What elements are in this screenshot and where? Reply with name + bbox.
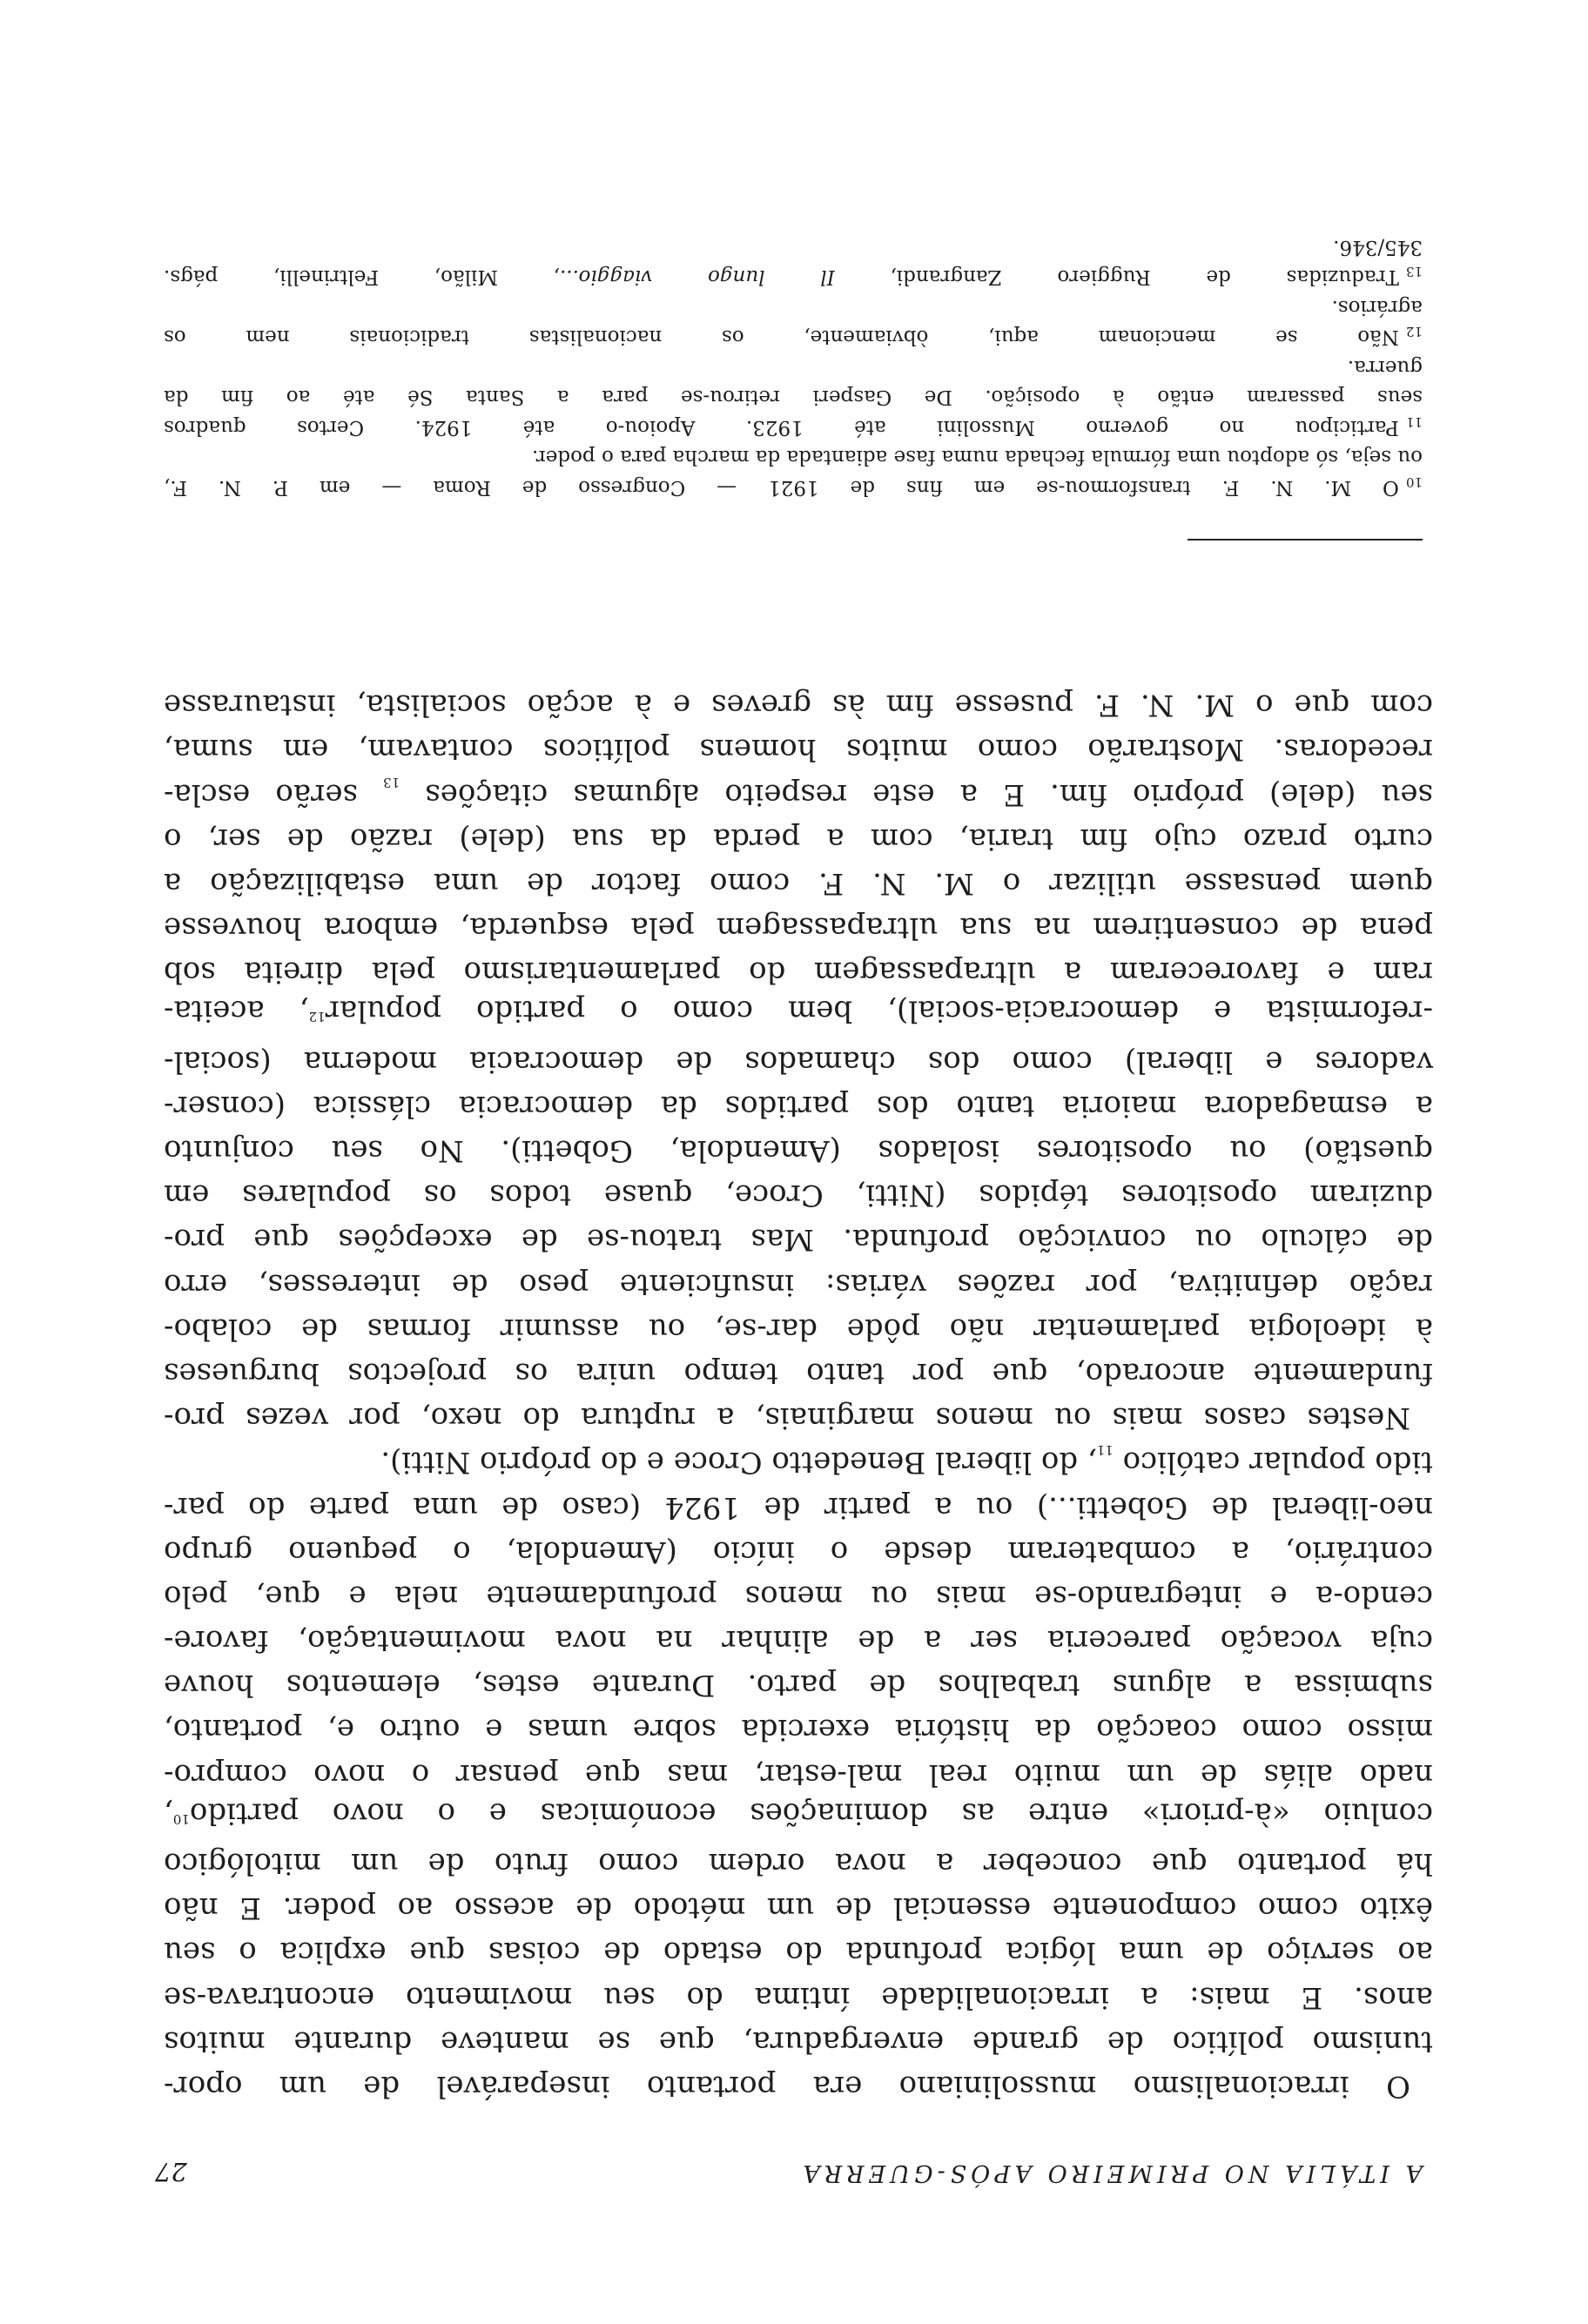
body-line: êxito como componente essencial de um método de acesso ao poder. E não xyxy=(164,1891,1433,1926)
body-line: de cálculo ou convicção profunda. Mas tratou-se de excepções que pro- xyxy=(164,1222,1433,1258)
footnote-ref: 10 xyxy=(172,1810,190,1827)
footnote-line: seus passaram então à oposição. De Gasperi retirou-se para a Santa Sé até ao fim da xyxy=(164,386,1423,409)
footnotes xyxy=(164,232,1423,503)
body-line: nado aliás de um muito real mal-estar, mas que pensar o novo compro- xyxy=(164,1756,1433,1792)
body-line: duziram opositores tépidos (Nitti, Croce, quase todos os populares em xyxy=(164,1178,1433,1213)
body-line: submissa a alguns trabalhos de parto. Durante estes, elementos houve xyxy=(164,1668,1433,1703)
body-line: curto prazo cujo fim traria, com a perda da sua (dele) razão de ser, o xyxy=(164,821,1433,856)
footnote-line: 345/346. xyxy=(1333,236,1423,259)
footnote-number: 13 xyxy=(1405,264,1423,280)
body-line-text: conluio «à-priori» entre as dominações económicas e o novo partido xyxy=(189,1796,1433,1831)
running-title: A ITÁLIA NO PRIMEIRO APÓS-GUERRA xyxy=(798,2159,1423,2186)
body-line: contrário, a combateram desde o início (Amendola, o pequeno grupo xyxy=(164,1534,1433,1569)
footnote-line: 13Traduzidas de Ruggiero Zangrandi, Il lungo viaggio..., Milão, Feltrinelli, págs. xyxy=(163,264,1423,289)
body-line: há portanto que conceber a nova ordem como fruto de um mitológico xyxy=(164,1846,1433,1882)
body-line: seu (dele) próprio fim. E a este respeito algumas citações $_{13}$ serão escla- xyxy=(164,774,1433,812)
page-number: 27 xyxy=(155,2157,187,2186)
footnote-number: 10 xyxy=(1405,474,1423,490)
body-line: cuja vocação pareceria ser a de alinhar na nova movimentação, favore- xyxy=(164,1623,1433,1659)
footnote-separator xyxy=(1188,539,1423,541)
body-line: quem pensasse utilizar o M. N. F. como factor de uma estabilização a xyxy=(164,865,1433,901)
body-line: O irracionalismo mussoliniano era portanto inseparável de um opor- xyxy=(164,2069,1410,2104)
footnote-line: agrários. xyxy=(1331,296,1423,319)
body-line: com que o M. N. F. pusesse fim às greves e à acção socialista, instaurasse xyxy=(164,688,1433,723)
footnote-line: 10O M. N. F. transformou-se em fins de 1921 — Congresso de Roma — em P. N. F., xyxy=(164,474,1423,499)
book-title: Il lungo viaggio... xyxy=(560,265,835,289)
body-line: recedoras. Mostrarão como muitos homens políticos contavam, em suma, xyxy=(164,732,1433,768)
footnote-ref: 12 xyxy=(308,1009,326,1025)
body-line: a esmagadora maioria tanto dos partidos da democracia clássica (conser- xyxy=(164,1088,1433,1124)
body-line: tunismo político de grande envergadura, que se manteve durante muitos xyxy=(164,2024,1433,2059)
footnote-number: 12 xyxy=(1405,324,1423,340)
body-line: pena de consentirem na sua ultrapassagem pela esquerda, embora houvesse xyxy=(164,910,1433,946)
footnote-line: 11Participou no governo Mussolini até 1923. Apoiou-o até 1924. Certos quadros xyxy=(164,414,1423,439)
footnote-ref: 13 xyxy=(383,774,400,790)
body-line: misso como coacção da história exercida sobre umas e outro e, portanto, xyxy=(164,1712,1433,1748)
running-header xyxy=(155,2152,1423,2186)
footnote-ref: 11 xyxy=(1096,1442,1114,1459)
body-line: cendo-a e integrando-se mais ou menos profundamente nela e que, pelo xyxy=(164,1578,1433,1614)
body-line: vadores e liberal) como dos chamados de democracia moderna (social- xyxy=(164,1044,1433,1079)
body-text xyxy=(164,682,1433,2108)
footnote-line: ou seja, só adoptou uma fórmula fechada numa fase adiantada da marcha para o poder. xyxy=(531,446,1423,469)
body-line: Nestes casos mais ou menos marginais, a ruptura do nexo, por vezes pro- xyxy=(164,1400,1410,1436)
body-line: ram e favoreceram a ultrapassagem do parlamentarismo pela direita sob xyxy=(164,955,1433,991)
footnote-line: guerra. xyxy=(1347,356,1423,379)
body-line: questão) ou opositores isolados (Amendola, Gobetti). No seu conjunto xyxy=(164,1133,1433,1169)
footnote-number: 11 xyxy=(1405,414,1423,430)
footnote-line: 12Não se mencionam aqui, òbviamente, os nacionalistas tradicionais nem os xyxy=(164,324,1423,349)
body-line: ração definitiva, por razões várias: insuficiente peso de interesses, erro xyxy=(164,1266,1433,1302)
body-line: conluio «à-priori» entre as dominações económicas e o novo partido$^{10}$, xyxy=(164,1796,1433,1831)
body-line: fundamente ancorado, que por tanto tempo unira os projectos burgueses xyxy=(164,1356,1433,1391)
body-line: -reformista e democracia-social), bem como o partido popular$^{12}$, aceita- xyxy=(164,994,1433,1030)
body-line: à ideologia parlamentar não pôde dar-se, ou assumir formas de colabo- xyxy=(164,1311,1433,1347)
body-line: tido popular católico $_{11}$, do liberal Benedetto Croce e do próprio Nitti). xyxy=(380,1442,1433,1481)
body-line: neo-liberal de Gobetti...) ou a partir de 1924 (caso de uma parte do par- xyxy=(164,1489,1433,1525)
body-line: ao serviço de uma lógica profunda do estado de coisas que explica o seu xyxy=(164,1935,1433,1971)
body-line: anos. E mais: a irracionalidade íntima do seu movimento encontrava-se xyxy=(164,1979,1433,2015)
